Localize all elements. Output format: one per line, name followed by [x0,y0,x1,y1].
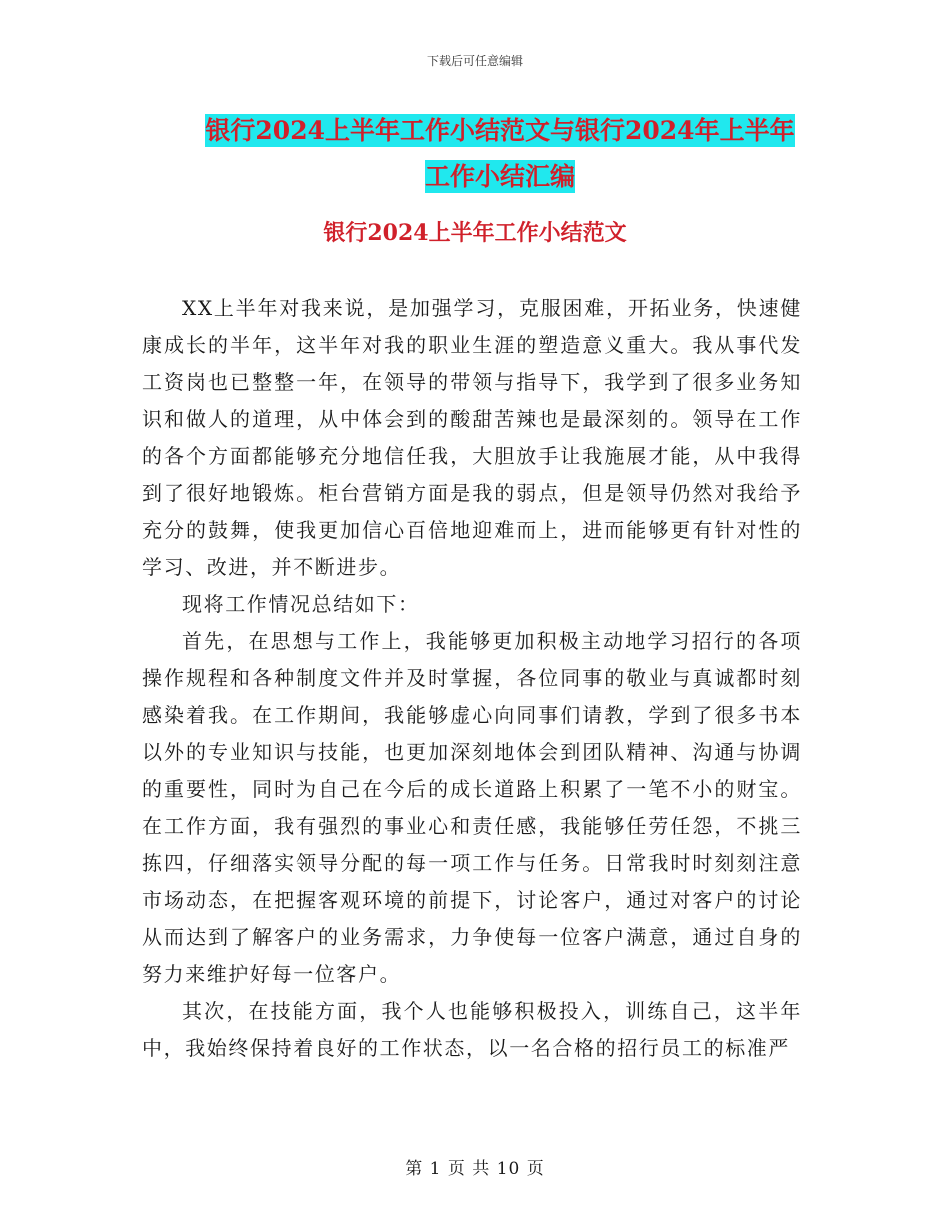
document-title-line-1: 银行2024上半年工作小结范文与银行2024年上半年 [205,116,795,145]
document-title-line-2: 工作小结汇编 [424,162,575,191]
paragraph: 首先，在思想与工作上，我能够更加积极主动地学习招行的各项操作规程和各种制度文件并及时掌握，各位同事的敬业与真诚都时刻感染着我。在工作期间，我能够虚心向同事们请教，学到了很多书本以外的专业知识与技能，也更加深刻地体会到团队精神、沟通与协调的重要性，同时为自己在今后的成长道路上积累了一笔不小的财宝。在工作方面，我有强烈的事业心和责任感，我能够任劳任怨，不挑三拣四，仔细落实领导分配的每一项工作与任务。日常我时时刻刻注意市场动态，在把握客观环境的前提下，讨论客户，通过对客户的讨论从而达到了解客户的业务需求，力争使每一位客户满意，通过自身的努力来维护好每一位客户。 [142,629,802,986]
document-title [150,108,850,200]
paragraph: XX上半年对我来说，是加强学习，克服困难，开拓业务，快速健康成长的半年，这半年对我的职业生涯的塑造意义重大。我从事代发工资岗也已整整一年，在领导的带领与指导下，我学到了很多业务知识和做人的道理，从中体会到的酸甜苦辣也是最深刻的。领导在工作的各个方面都能够充分地信任我，大胆放手让我施展才能，从中我得到了很好地锻炼。柜台营销方面是我的弱点，但是领导仍然对我给予充分的鼓舞，使我更加信心百倍地迎难而上，进而能够更有针对性的学习、改进，并不断进步。 [142,296,802,579]
document-body [142,290,802,1067]
section-title: 银行2024上半年工作小结范文 [323,220,627,246]
header-note: 下载后可任意编辑 [426,54,523,68]
paragraph: 其次，在技能方面，我个人也能够积极投入，训练自己，这半年中，我始终保持着良好的工作状态，以一名合格的招行员工的标准严 [142,999,802,1060]
paragraph: 现将工作情况总结如下： [182,592,420,616]
page-number: 第 1 页 共 10 页 [405,1159,545,1179]
